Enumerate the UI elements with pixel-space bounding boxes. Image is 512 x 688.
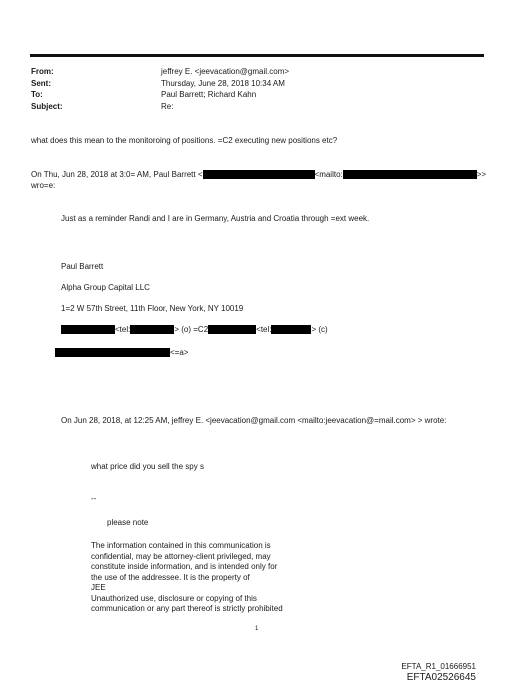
disclaimer-line: the use of the addressee. It is the property of [91, 572, 250, 582]
signature-email-line [55, 348, 188, 357]
redaction-box [208, 325, 256, 334]
dashes: -- [91, 494, 97, 503]
redaction-box [61, 325, 115, 334]
quote1-end: >> [476, 170, 487, 179]
signature-phone-line [61, 325, 328, 334]
disclaimer-line: communication or any part thereof is strictly prohibited [91, 604, 283, 613]
quote2-line: On Jun 28, 2018, at 12:25 AM, jeffrey E. <jeevacation@gmail.com <mailto:jeevacation@=mail.com> > wrote: [61, 416, 447, 425]
email-suffix: <=a> [170, 348, 189, 357]
redaction-box [343, 170, 477, 179]
question-text: what does this mean to the monitoroing of positions. =C2 executing new positions etc? [31, 136, 338, 145]
from-label: From: [31, 67, 54, 76]
footer-id-1: EFTA_R1_01666951 [401, 662, 476, 671]
disclaimer-line: Unauthorized use, disclosure or copying of this [91, 593, 257, 603]
inner-question: what price did you sell the spy s [91, 462, 204, 471]
sent-label: Sent: [31, 79, 51, 88]
footer-id-2: EFTA02526645 [406, 672, 476, 683]
quote1-wrote: wro=e: [31, 181, 56, 190]
reminder-text: Just as a reminder Randi and I are in Germany, Austria and Croatia through =ext week. [61, 214, 370, 223]
tel2-suffix: > (c) [311, 325, 328, 334]
tel1-suffix: > (o) =C2 [174, 325, 209, 334]
disclaimer-line: confidential, may be attorney-client privileged, may [91, 551, 271, 561]
disclaimer-block [91, 541, 291, 615]
signature-name: Paul Barrett [61, 262, 104, 271]
redaction-box [55, 348, 170, 357]
quote1-mailto: <mailto: [314, 170, 343, 179]
subject-label: Subject: [31, 102, 63, 111]
subject-value: Re: [161, 102, 174, 111]
redaction-box [203, 170, 315, 179]
to-value: Paul Barrett; Richard Kahn [161, 90, 257, 99]
redaction-box [271, 325, 311, 334]
top-rule [30, 54, 484, 57]
tel1-label: <tel: [115, 325, 131, 334]
page-number: 1 [255, 626, 259, 632]
from-value: jeffrey E. <jeevacation@gmail.com> [161, 67, 290, 76]
sent-value: Thursday, June 28, 2018 10:34 AM [161, 79, 285, 88]
to-label: To: [31, 90, 43, 99]
please-note: please note [107, 518, 149, 527]
quote1-prefix: On Thu, Jun 28, 2018 at 3:0= AM, Paul Barrett < [31, 170, 203, 179]
disclaimer-line: JEE [91, 583, 106, 592]
redaction-box [130, 325, 174, 334]
signature-address: 1=2 W 57th Street, 11th Floor, New York, NY 10019 [61, 304, 244, 313]
disclaimer-line: constitute inside information, and is intended only for [91, 562, 278, 571]
tel2-label: <tel: [256, 325, 272, 334]
disclaimer-line: The information contained in this communication is [91, 541, 271, 550]
quote1-line [31, 170, 486, 179]
signature-company: Alpha Group Capital LLC [61, 283, 150, 292]
